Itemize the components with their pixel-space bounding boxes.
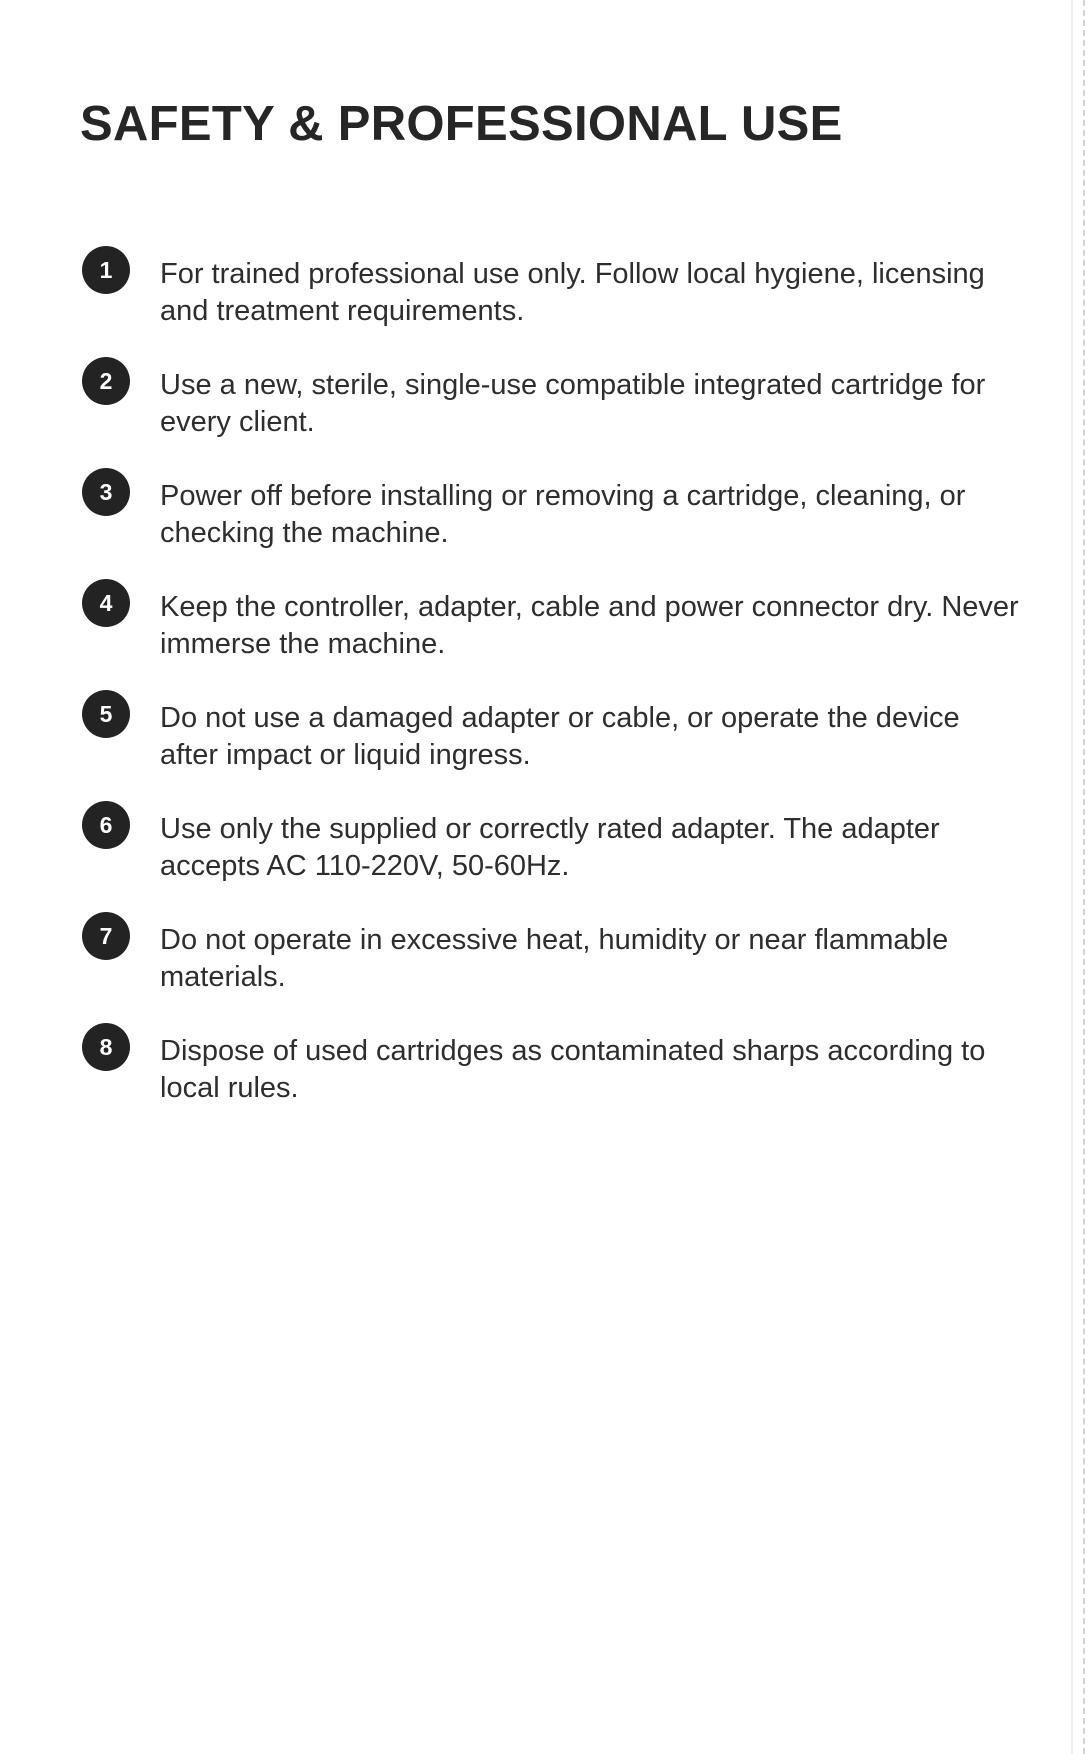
- number-badge: 5: [82, 690, 130, 738]
- number-badge: 6: [82, 801, 130, 849]
- item-text: Use only the supplied or correctly rated adapter. The adapter accepts AC 110-220V, 50-60Hz.: [160, 813, 940, 882]
- list-item: [82, 801, 1022, 912]
- list-item: [82, 690, 1022, 801]
- item-text: Power off before installing or removing a cartridge, cleaning, or checking the machine.: [160, 480, 966, 549]
- item-text: Do not operate in excessive heat, humidity or near flammable materials.: [160, 924, 949, 993]
- number-badge: 4: [82, 579, 130, 627]
- page-edge-shadow: [1071, 0, 1073, 1754]
- page-edge-divider: [1083, 0, 1088, 1754]
- item-text: Use a new, sterile, single-use compatible integrated cartridge for every client.: [160, 369, 986, 438]
- list-item: [82, 912, 1022, 1023]
- number-badge: 3: [82, 468, 130, 516]
- item-text: Keep the controller, adapter, cable and power connector dry. Never immerse the machine.: [160, 591, 1019, 660]
- list-item: [82, 1023, 1022, 1134]
- list-item: [82, 357, 1022, 468]
- number-badge: 8: [82, 1023, 130, 1071]
- number-badge: 1: [82, 246, 130, 294]
- number-badge: 2: [82, 357, 130, 405]
- item-text: For trained professional use only. Follow local hygiene, licensing and treatment requirements.: [160, 258, 985, 327]
- item-text: Do not use a damaged adapter or cable, or operate the device after impact or liquid ingress.: [160, 702, 960, 771]
- list-item: [82, 246, 1022, 357]
- item-text: Dispose of used cartridges as contaminated sharps according to local rules.: [160, 1035, 986, 1104]
- number-badge: 7: [82, 912, 130, 960]
- list-item: [82, 468, 1022, 579]
- list-item: [82, 579, 1022, 690]
- page-title: SAFETY & PROFESSIONAL USE: [80, 97, 843, 151]
- safety-list: [82, 246, 1022, 1134]
